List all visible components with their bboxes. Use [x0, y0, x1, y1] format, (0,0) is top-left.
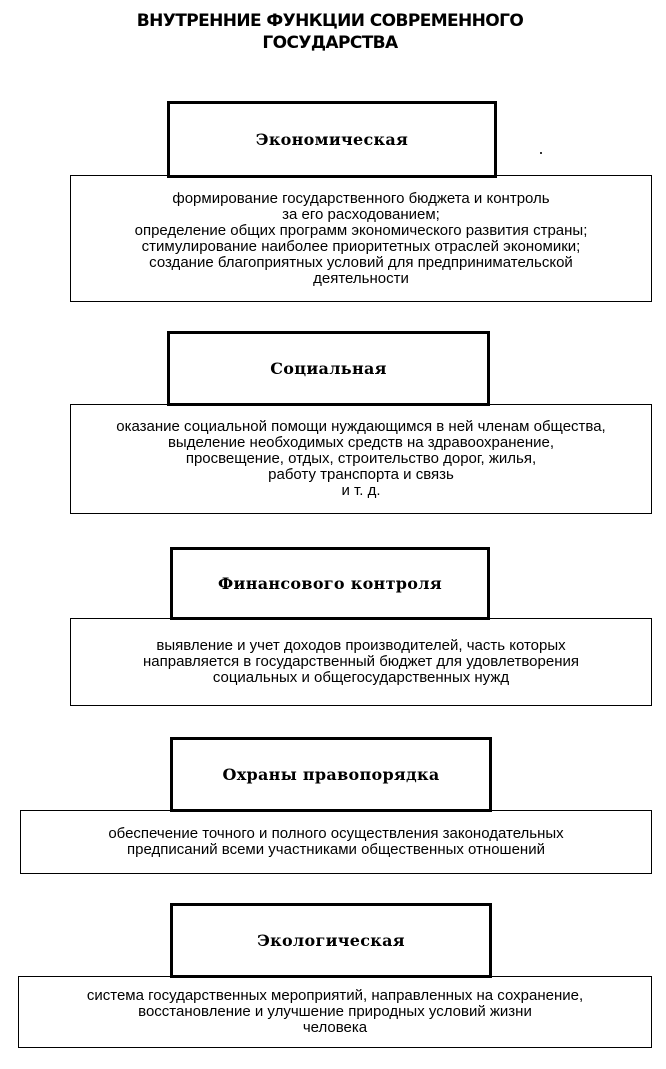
- description-line: создание благоприятных условий для предпринимательской: [149, 253, 573, 271]
- function-header-social: [167, 331, 490, 406]
- description-line: предписаний всеми участниками общественных отношений: [127, 841, 545, 858]
- function-description-law-order: [20, 810, 652, 874]
- description-line: оказание социальной помощи нуждающимся в ней членам общества,: [116, 418, 606, 435]
- description-line: и т. д.: [341, 482, 381, 499]
- scan-speck: [540, 152, 542, 154]
- function-description-financial-control: [70, 618, 652, 706]
- description-line: выявление и учет доходов производителей, часть которых: [156, 637, 566, 654]
- function-name: Финансового контроля: [218, 574, 442, 593]
- description-line: работу транспорта и связь: [268, 466, 454, 483]
- description-line: определение общих программ экономического развития страны;: [134, 221, 588, 239]
- function-header-financial-control: [170, 547, 490, 620]
- function-header-law-order: [170, 737, 492, 812]
- function-description-economic: [70, 175, 652, 302]
- page-title-line-1: ВНУТРЕННИЕ ФУНКЦИИ СОВРЕМЕННОГО: [136, 11, 524, 31]
- page-title-line-2: ГОСУДАРСТВА: [262, 33, 398, 53]
- function-name: Экономическая: [255, 130, 409, 149]
- function-header-ecological: [170, 903, 492, 978]
- description-line: стимулирование наиболее приоритетных отраслей экономики;: [141, 237, 581, 255]
- description-line: социальных и общегосударственных нужд: [212, 669, 510, 686]
- function-header-economic: [167, 101, 497, 178]
- description-line: восстановление и улучшение природных условий жизни: [138, 1003, 532, 1020]
- description-line: за его расходованием;: [282, 205, 440, 223]
- function-description-ecological: [18, 976, 652, 1048]
- description-line: система государственных мероприятий, направленных на сохранение,: [86, 987, 584, 1004]
- function-name: Социальная: [270, 359, 387, 378]
- function-name: Экологическая: [257, 931, 405, 950]
- description-line: деятельности: [313, 269, 409, 287]
- function-name: Охраны правопорядка: [222, 765, 440, 784]
- description-line: просвещение, отдых, строительство дорог, жилья,: [185, 450, 537, 467]
- function-description-social: [70, 404, 652, 514]
- page-title: [60, 10, 600, 54]
- description-line: выделение необходимых средств на здравоохранение,: [167, 434, 555, 451]
- description-line: обеспечение точного и полного осуществления законодательных: [108, 825, 564, 842]
- description-line: формирование государственного бюджета и контроль: [172, 189, 550, 207]
- description-line: человека: [302, 1019, 368, 1036]
- description-line: направляется в государственный бюджет для удовлетворения: [142, 653, 579, 670]
